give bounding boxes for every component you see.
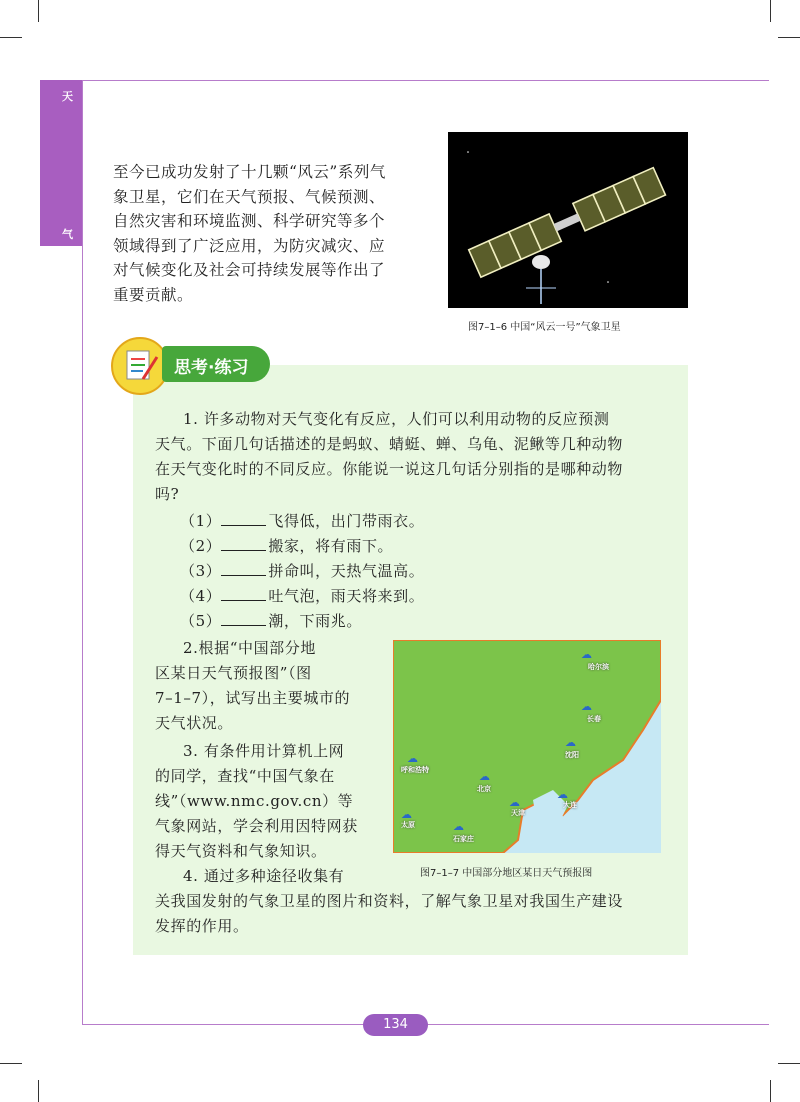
intro-line: 重要贡献。 [113, 285, 194, 304]
weather-icon: ☁ [453, 820, 464, 833]
question-3 [155, 739, 390, 864]
weather-forecast-map [393, 640, 661, 853]
q3-line: 气象网站，学会利用因特网获 [155, 817, 358, 835]
page-number-badge [363, 1014, 428, 1036]
q3-line: 线”（www.nmc.gov.cn）等 [155, 792, 354, 810]
q1-item: （1） 飞得低，出门带雨衣。 [180, 512, 425, 530]
q1-items [180, 509, 480, 634]
weather-icon: ☁ [581, 700, 592, 713]
answer-blank[interactable] [221, 511, 266, 526]
city-changchun: 长春 [587, 715, 601, 723]
crop-mark [778, 37, 800, 38]
intro-line: 象卫星，它们在天气预报、气候预测、 [113, 187, 386, 206]
section-title-banner [162, 346, 270, 382]
answer-blank[interactable] [221, 536, 266, 551]
question-1 [155, 407, 675, 507]
city-dalian: 大连 [563, 801, 577, 809]
crop-mark [38, 0, 39, 22]
q1-item: （3） 拼命叫，天热气温高。 [180, 562, 425, 580]
weather-icon: ☁ [509, 796, 520, 809]
section-title: 思考·练习 [174, 358, 249, 378]
crop-mark [770, 1080, 771, 1102]
crop-mark [38, 1080, 39, 1102]
q1-line: 吗? [155, 485, 180, 503]
crop-mark [0, 37, 22, 38]
city-beijing: 北京 [477, 785, 491, 793]
q3-line: 3. 有条件用计算机上网 [183, 742, 345, 760]
city-shijiazhuang: 石家庄 [453, 835, 474, 843]
q4-line: 发挥的作用。 [155, 917, 249, 935]
city-harbin: 哈尔滨 [588, 663, 609, 671]
q4-line: 4. 通过多种途径收集有 [183, 867, 345, 885]
weather-icon: ☁ [565, 736, 576, 749]
side-tab-char-top: 天 [62, 90, 73, 103]
intro-line: 至今已成功发射了十几颗“风云”系列气 [113, 163, 386, 181]
left-rule [82, 80, 83, 1025]
intro-line: 自然灾害和环境监测、科学研究等多个 [113, 212, 386, 231]
chapter-side-tab [40, 80, 82, 246]
q1-item: （4） 吐气泡，雨天将来到。 [180, 587, 425, 605]
q1-line: 在天气变化时的不同反应。你能说一说这几句话分别指的是哪种动物 [155, 460, 624, 478]
exercise-badge-icon [111, 337, 169, 395]
answer-blank[interactable] [221, 611, 266, 626]
weather-icon: ☁ [557, 788, 568, 801]
q1-line: 天气。下面几句话描述的是蚂蚁、蜻蜓、蝉、乌龟、泥鳅等几种动物 [155, 435, 624, 453]
crop-mark [770, 0, 771, 22]
q1-item: （2） 搬家，将有雨下。 [180, 537, 394, 555]
answer-blank[interactable] [221, 586, 266, 601]
city-hohhot: 呼和浩特 [401, 766, 429, 774]
page-number: 134 [383, 1017, 408, 1032]
crop-mark [0, 1063, 22, 1064]
intro-line: 对气候变化及社会可持续发展等作出了 [113, 261, 386, 280]
q3-line: 的同学，查找“中国气象在 [155, 767, 335, 785]
weather-icon: ☁ [479, 770, 490, 783]
q1-item: （5） 潮，下雨兆。 [180, 612, 362, 630]
crop-mark [778, 1063, 800, 1064]
q2-line: 天气状况。 [155, 714, 234, 732]
question-4 [155, 864, 680, 939]
weather-icon: ☁ [401, 808, 412, 821]
intro-paragraph [113, 160, 438, 308]
q2-line: 2.根据“中国部分地 [183, 639, 316, 657]
q2-line: 区某日天气预报图”（图 [155, 664, 312, 682]
q3-line: 得天气资料和气象知识。 [155, 842, 327, 860]
side-tab-char-bottom: 气 [62, 228, 73, 241]
q2-line: 7–1–7），试写出主要城市的 [155, 689, 351, 707]
weather-icon: ☁ [581, 648, 592, 661]
city-taiyuan: 太原 [401, 821, 415, 829]
q1-line: 1. 许多动物对天气变化有反应，人们可以利用动物的反应预测 [183, 410, 610, 428]
answer-blank[interactable] [221, 561, 266, 576]
figure-2-caption: 图7–1–7 中国部分地区某日天气预报图 [420, 868, 593, 879]
city-tianjin: 天津 [511, 809, 525, 817]
intro-line: 领域得到了广泛应用，为防灾减灾、应 [113, 236, 386, 255]
satellite-photo [448, 132, 688, 308]
figure-1-caption: 图7–1–6 中国“风云一号”气象卫星 [468, 322, 621, 333]
question-2 [155, 636, 385, 736]
weather-icon: ☁ [407, 752, 418, 765]
city-shenyang: 沈阳 [565, 751, 579, 759]
top-rule [82, 80, 769, 81]
q4-line: 关我国发射的气象卫星的图片和资料，了解气象卫星对我国生产建设 [155, 892, 624, 910]
